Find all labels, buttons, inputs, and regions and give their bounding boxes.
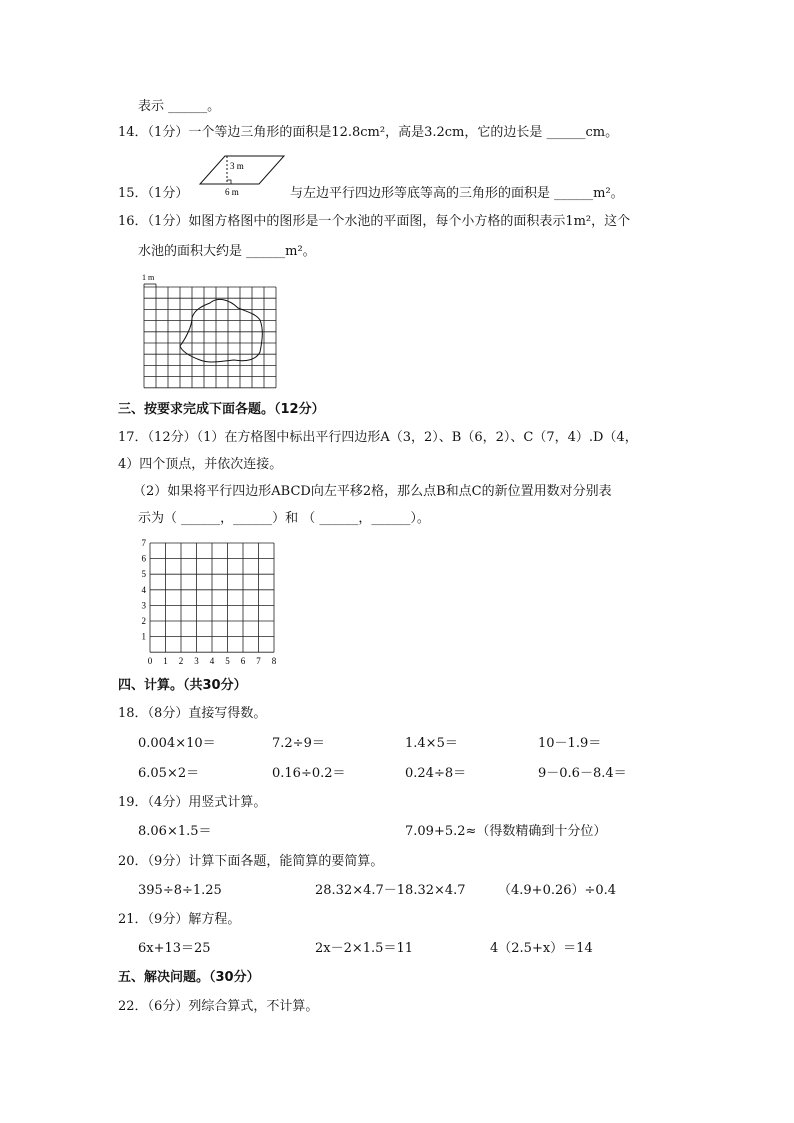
q20-item: （4.9+0.26）÷0.4 — [498, 883, 617, 898]
y-tick-label: 3 — [141, 600, 146, 611]
x-tick-label: 6 — [240, 656, 246, 667]
section-4-heading: 四、计算。（共30分） — [118, 678, 247, 693]
parallelogram-figure — [198, 153, 288, 198]
q19-title: 19．（4分）用竖式计算。 — [118, 795, 267, 810]
height-label: 3 m — [230, 161, 244, 171]
q20-item: 28.32×4.7－18.32×4.7 — [315, 883, 466, 898]
base-label: 6 m — [225, 187, 239, 197]
x-tick-label: 2 — [178, 656, 184, 667]
x-tick-label: 1 — [163, 656, 168, 667]
section-3-heading: 三、按要求完成下面各题。（12分） — [118, 402, 325, 417]
q21-item: 4（2.5+x）＝14 — [490, 941, 593, 956]
q18-item: 10－1.9＝ — [538, 736, 602, 751]
q18-item: 0.16÷0.2＝ — [272, 766, 346, 781]
coordinate-grid-figure — [138, 535, 288, 670]
y-tick-label: 5 — [141, 569, 146, 580]
q18-title: 18．（8分）直接写得数。 — [118, 706, 267, 721]
q18-item: 6.05×2＝ — [138, 766, 200, 781]
x-tick-label: 3 — [194, 656, 199, 667]
q17-line4: 示为（ ______，______）和 （ ______，______）。 — [138, 511, 430, 526]
x-tick-label: 7 — [256, 656, 261, 667]
q17-line2: 4）四个顶点，并依次连接。 — [118, 457, 283, 472]
x-tick-label: 4 — [209, 656, 215, 667]
x-tick-label: 8 — [271, 656, 277, 667]
y-tick-label: 7 — [141, 538, 146, 548]
q21-title: 21．（9分）解方程。 — [118, 912, 241, 927]
pond-grid-figure — [138, 270, 278, 395]
q20-title: 20．（9分）计算下面各题，能简算的要简算。 — [118, 854, 384, 869]
q22-title: 22．（6分）列综合算式，不计算。 — [118, 999, 319, 1014]
y-tick-label: 2 — [141, 616, 146, 626]
y-tick-label: 1 — [141, 631, 146, 642]
q21-item: 2x－2×1.5＝11 — [315, 941, 413, 956]
q21-item: 6x+13＝25 — [138, 941, 211, 956]
q16-line2: 水池的面积大约是 ______m²。 — [138, 244, 316, 259]
x-tick-label: 5 — [225, 656, 230, 667]
y-tick-label: 6 — [141, 553, 146, 564]
q14: 14．（1分）一个等边三角形的面积是12.8cm²，高是3.2cm，它的边长是 ______cm。 — [118, 125, 619, 140]
q20-item: 395÷8÷1.25 — [138, 883, 222, 898]
q13-tail: 表示 ______。 — [138, 99, 221, 114]
section-5-heading: 五、解决问题。（30分） — [118, 970, 260, 985]
x-tick-label: 0 — [147, 656, 153, 667]
q18-item: 0.004×10＝ — [138, 736, 216, 751]
q18-item: 7.2÷9＝ — [272, 736, 325, 751]
q18-item: 1.4×5＝ — [405, 736, 458, 751]
y-tick-label: 4 — [141, 584, 146, 595]
q17-line3: （2）如果将平行四边形ABCD向左平移2格，那么点B和点C的新位置用数对分别表 — [133, 484, 612, 499]
q16-line1: 16．（1分）如图方格图中的图形是一个水池的平面图，每个小方格的面积表示1m²，这个 — [118, 214, 631, 229]
q15-number: 15．（1分） — [118, 186, 189, 201]
q19-item: 8.06×1.5＝ — [138, 824, 212, 839]
unit-label: 1 m — [142, 273, 155, 282]
q15-text: 与左边平行四边形等底等高的三角形的面积是 ______m²。 — [290, 186, 624, 201]
q17-line1: 17．（12分）（1）在方格图中标出平行四边形A（3，2）、B（6，2）、C（7，4）.D（4， — [118, 430, 638, 445]
q18-item: 0.24÷8＝ — [405, 766, 467, 781]
q19-item: 7.09+5.2≈（得数精确到十分位） — [405, 824, 607, 839]
q18-item: 9－0.6－8.4＝ — [538, 766, 627, 781]
